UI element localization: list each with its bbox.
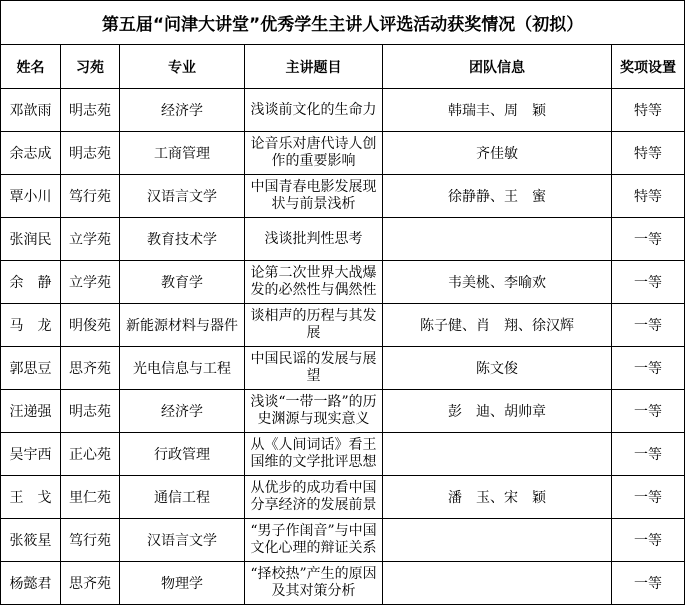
cell-name: 郭思豆 [1, 347, 61, 390]
cell-award: 一等 [612, 347, 685, 390]
cell-topic: 中国民谣的发展与展望 [245, 347, 383, 390]
cell-major: 光电信息与工程 [120, 347, 245, 390]
cell-major: 行政管理 [120, 433, 245, 476]
cell-major: 教育学 [120, 261, 245, 304]
cell-team [383, 218, 612, 261]
cell-topic: 从优步的成功看中国分享经济的发展前景 [245, 476, 383, 519]
table-row [1, 347, 685, 390]
cell-team: 齐佳敏 [383, 132, 612, 175]
cell-award: 一等 [612, 519, 685, 562]
cell-topic: 论音乐对唐代诗人创作的重要影响 [245, 132, 383, 175]
cell-award: 一等 [612, 218, 685, 261]
cell-major: 工商管理 [120, 132, 245, 175]
cell-team: 彭 迪、胡帅章 [383, 390, 612, 433]
cell-major: 物理学 [120, 562, 245, 605]
cell-award: 一等 [612, 476, 685, 519]
cell-major: 教育技术学 [120, 218, 245, 261]
table-row [1, 390, 685, 433]
cell-major: 汉语言文学 [120, 175, 245, 218]
table-row [1, 132, 685, 175]
cell-major: 新能源材料与器件 [120, 304, 245, 347]
cell-award: 一等 [612, 304, 685, 347]
cell-team [383, 433, 612, 476]
cell-college: 明志苑 [61, 390, 120, 433]
table-row [1, 218, 685, 261]
cell-award: 一等 [612, 390, 685, 433]
header-major: 专业 [120, 45, 245, 89]
table-row [1, 433, 685, 476]
cell-name: 王 戈 [1, 476, 61, 519]
cell-college: 明志苑 [61, 89, 120, 132]
cell-name: 余 静 [1, 261, 61, 304]
cell-name: 邓歆雨 [1, 89, 61, 132]
cell-topic: 浅谈前文化的生命力 [245, 89, 383, 132]
cell-major: 经济学 [120, 390, 245, 433]
cell-topic: 中国青春电影发展现状与前景浅析 [245, 175, 383, 218]
cell-team [383, 519, 612, 562]
document-title: 第五届“问津大讲堂”优秀学生主讲人评选活动获奖情况（初拟） [1, 1, 685, 45]
cell-name: 马 龙 [1, 304, 61, 347]
cell-team: 陈子健、肖 翔、徐汉辉 [383, 304, 612, 347]
cell-award: 一等 [612, 433, 685, 476]
table-row [1, 519, 685, 562]
cell-topic: 谈相声的历程与其发展 [245, 304, 383, 347]
header-college: 习苑 [61, 45, 120, 89]
cell-college: 明俊苑 [61, 304, 120, 347]
cell-college: 立学苑 [61, 261, 120, 304]
cell-name: 张筱星 [1, 519, 61, 562]
cell-name: 杨懿君 [1, 562, 61, 605]
table-row [1, 89, 685, 132]
cell-name: 余志成 [1, 132, 61, 175]
cell-college: 立学苑 [61, 218, 120, 261]
header-name: 姓名 [1, 45, 61, 89]
cell-major: 经济学 [120, 89, 245, 132]
cell-major: 汉语言文学 [120, 519, 245, 562]
cell-topic: 浅谈“一带一路”的历史渊源与现实意义 [245, 390, 383, 433]
header-topic: 主讲题目 [245, 45, 383, 89]
cell-award: 一等 [612, 562, 685, 605]
cell-topic: “择校热”产生的原因及其对策分析 [245, 562, 383, 605]
cell-name: 汪递强 [1, 390, 61, 433]
cell-college: 明志苑 [61, 132, 120, 175]
header-award: 奖项设置 [612, 45, 685, 89]
cell-award: 特等 [612, 132, 685, 175]
cell-team: 韦美桃、李喻欢 [383, 261, 612, 304]
table-row [1, 175, 685, 218]
cell-topic: 论第二次世界大战爆发的必然性与偶然性 [245, 261, 383, 304]
header-row [1, 45, 685, 89]
cell-topic: “男子作闺音”与中国文化心理的辩证关系 [245, 519, 383, 562]
cell-college: 笃行苑 [61, 519, 120, 562]
cell-college: 思齐苑 [61, 562, 120, 605]
cell-team: 徐静静、王 蜜 [383, 175, 612, 218]
cell-topic: 从《人间词话》看王国维的文学批评思想 [245, 433, 383, 476]
cell-team: 陈文俊 [383, 347, 612, 390]
table-row [1, 261, 685, 304]
cell-college: 里仁苑 [61, 476, 120, 519]
cell-topic: 浅谈批判性思考 [245, 218, 383, 261]
cell-award: 特等 [612, 175, 685, 218]
cell-team: 韩瑞丰、周 颖 [383, 89, 612, 132]
cell-name: 吴宇西 [1, 433, 61, 476]
cell-award: 特等 [612, 89, 685, 132]
cell-name: 覃小川 [1, 175, 61, 218]
cell-name: 张润民 [1, 218, 61, 261]
cell-college: 思齐苑 [61, 347, 120, 390]
cell-college: 笃行苑 [61, 175, 120, 218]
cell-team [383, 562, 612, 605]
cell-major: 通信工程 [120, 476, 245, 519]
table-row [1, 476, 685, 519]
table-row [1, 562, 685, 605]
cell-college: 正心苑 [61, 433, 120, 476]
table-row [1, 304, 685, 347]
header-team: 团队信息 [383, 45, 612, 89]
cell-award: 一等 [612, 261, 685, 304]
cell-team: 潘 玉、宋 颖 [383, 476, 612, 519]
